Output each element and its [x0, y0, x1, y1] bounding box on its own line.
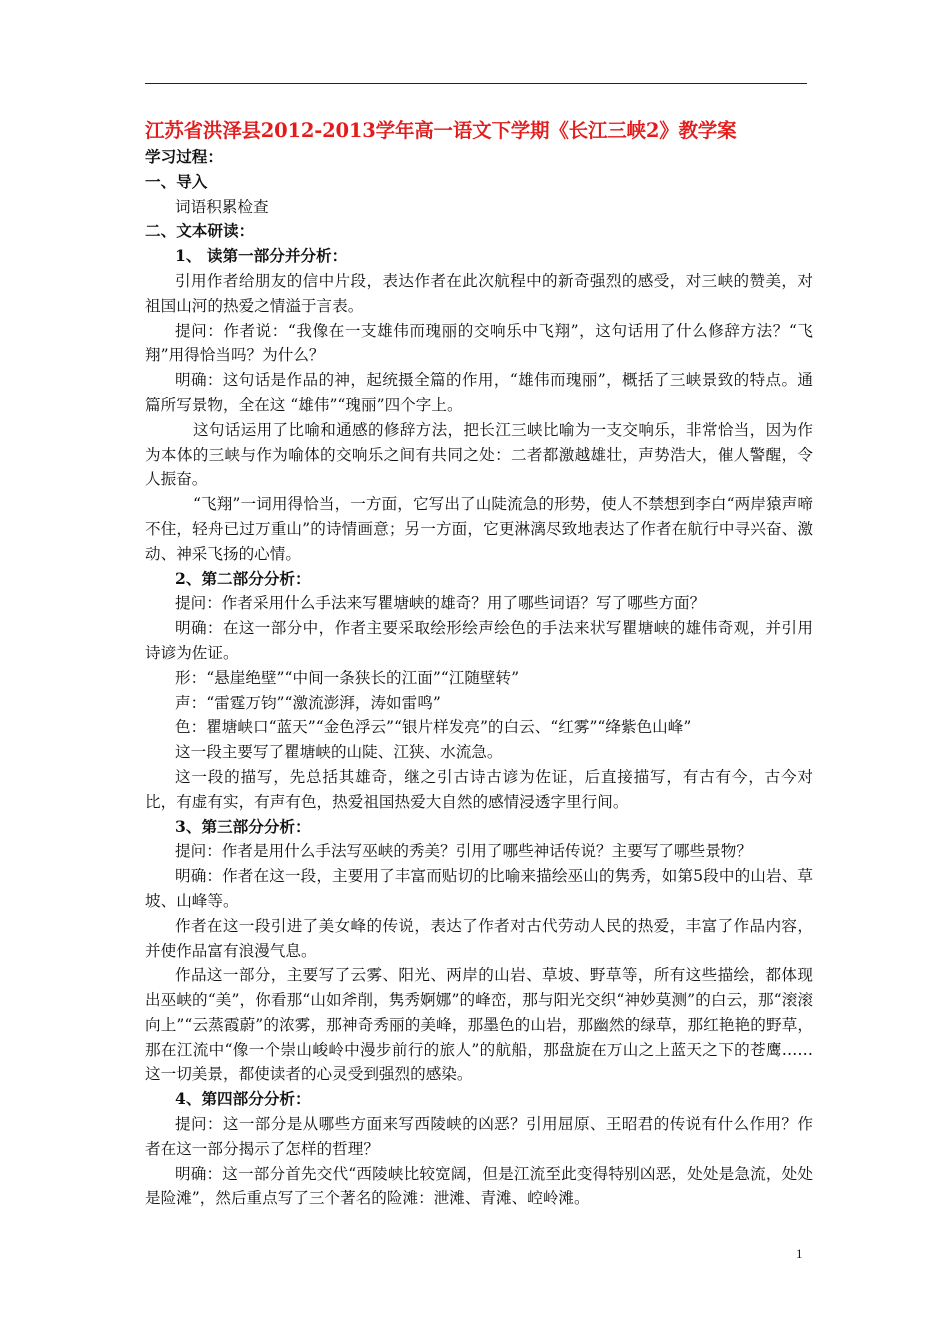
part-4-question: 提问：这一部分是从哪些方面来写西陵峡的凶恶？引用屈原、王昭君的传说有什么作用？作者在这一部分揭示了怎样的哲理？	[145, 1115, 813, 1158]
part-2-question: 提问：作者采用什么手法来写瞿塘峡的雄奇？用了哪些词语？写了哪些方面？	[175, 594, 706, 613]
part-1-heading: 1、 读第一部分并分析：	[175, 246, 348, 266]
part-3-heading: 3、第三部分分析：	[175, 816, 311, 836]
part-1-paragraph-5: “飞翔”一词用得恰当，一方面，它写出了山陡流急的形势，使人不禁想到李白“两岸猿声啼不住，轻舟已过万重山”的诗情画意；另一方面，它更淋漓尽致地表达了作者在航行中寻兴奋、激动、神采飞扬的心情。	[145, 495, 813, 563]
part-1-paragraph-1: 引用作者给朋友的信中片段，表达作者在此次航程中的新奇强烈的感受，对三峡的赞美，对祖国山河的热爱之情溢于言表。	[145, 271, 813, 315]
part-2-summary: 这一段主要写了瞿塘峡的山陡、江狭、水流急。	[175, 743, 503, 762]
section-1-heading: 一、导入	[145, 171, 208, 191]
part-3-question: 提问：作者是用什么手法写巫峡的秀美？引用了哪些神话传说？主要写了哪些景物？	[175, 842, 752, 861]
study-process-heading: 学习过程：	[145, 147, 223, 166]
part-2-sound: 声：“雷霆万钧”“激流澎湃，涛如雷鸣”	[175, 693, 441, 712]
part-4-answer: 明确：这一部分首先交代“西陵峡比较宽阔，但是江流至此变得特别凶恶，处处是急流，处处是险滩”，然后重点写了三个著名的险滩：泄滩、青滩、崆岭滩。	[145, 1164, 813, 1208]
header-rule	[145, 83, 807, 84]
part-2-heading: 2、第二部分分析：	[175, 568, 311, 588]
part-2-answer: 明确：在这一部分中，作者主要采取绘形绘声绘色的手法来状写瞿塘峡的雄伟奇观，并引用诗谚为佐证。	[145, 619, 813, 662]
part-3-paragraph-2: 作品这一部分，主要写了云雾、阳光、两岸的山岩、草坡、野草等，所有这些描绘，都体现出巫峡的“美”，你看那“山如斧削，隽秀婀娜”的峰峦，那与阳光交织“神妙莫测”的白云，那“滚滚向上”“云蒸霞蔚”的浓雾，那神奇秀丽的美峰，那墨色的山岩，那幽然的绿草，那红艳艳的野草，那在江流中“像一个崇山峻岭中漫步前行的旅人”的航船，那盘旋在万山之上蓝天之下的苍鹰……这一切美景，都使读者的心灵受到强烈的感染。	[145, 966, 813, 1084]
part-2-color: 色：瞿塘峡口“蓝天”“金色浮云”“银片样发亮”的白云、“红雾”“绛紫色山峰”	[175, 718, 692, 737]
part-2-paragraph: 这一段的描写，先总括其雄奇，继之引古诗古谚为佐证，后直接描写，有古有今，古今对比，有虚有实，有声有色，热爱祖国热爱大自然的感情浸透字里行间。	[145, 767, 813, 811]
document-title: 江苏省洪泽县2012-2013学年高一语文下学期《长江三峡2》教学案	[145, 119, 737, 142]
section-1-text: 词语积累检查	[175, 197, 269, 216]
part-2-shape: 形：“悬崖绝壁”“中间一条狭长的江面”“江随壁转”	[175, 668, 520, 687]
part-1-question: 提问：作者说：“我像在一支雄伟而瑰丽的交响乐中飞翔”，这句话用了什么修辞方法？“飞翔”用得恰当吗？为什么？	[145, 321, 813, 365]
part-1-paragraph-4: 这句话运用了比喻和通感的修辞方法，把长江三峡比喻为一支交响乐，非常恰当，因为作为本体的三峡与作为喻体的交响乐之间有共同之处：二者都激越雄壮，声势浩大，催人警醒，令人振奋。	[145, 420, 813, 489]
document-body	[145, 118, 813, 1211]
part-1-answer: 明确：这句话是作品的神，起统摄全篇的作用，“雄伟而瑰丽”，概括了三峡景致的特点。通篇所写景物，全在这 “雄伟”“瑰丽”四个字上。	[145, 371, 813, 414]
part-4-heading: 4、第四部分分析：	[175, 1089, 311, 1109]
part-3-answer: 明确：作者在这一段，主要用了丰富而贴切的比喻来描绘巫山的隽秀，如第5段中的山岩、草坡、山峰等。	[145, 867, 813, 910]
page-number: 1	[796, 1246, 803, 1261]
part-3-paragraph-1: 作者在这一段引进了美女峰的传说，表达了作者对古代劳动人民的热爱，丰富了作品内容，并使作品富有浪漫气息。	[145, 916, 813, 960]
section-2-heading: 二、文本研读：	[145, 221, 255, 241]
